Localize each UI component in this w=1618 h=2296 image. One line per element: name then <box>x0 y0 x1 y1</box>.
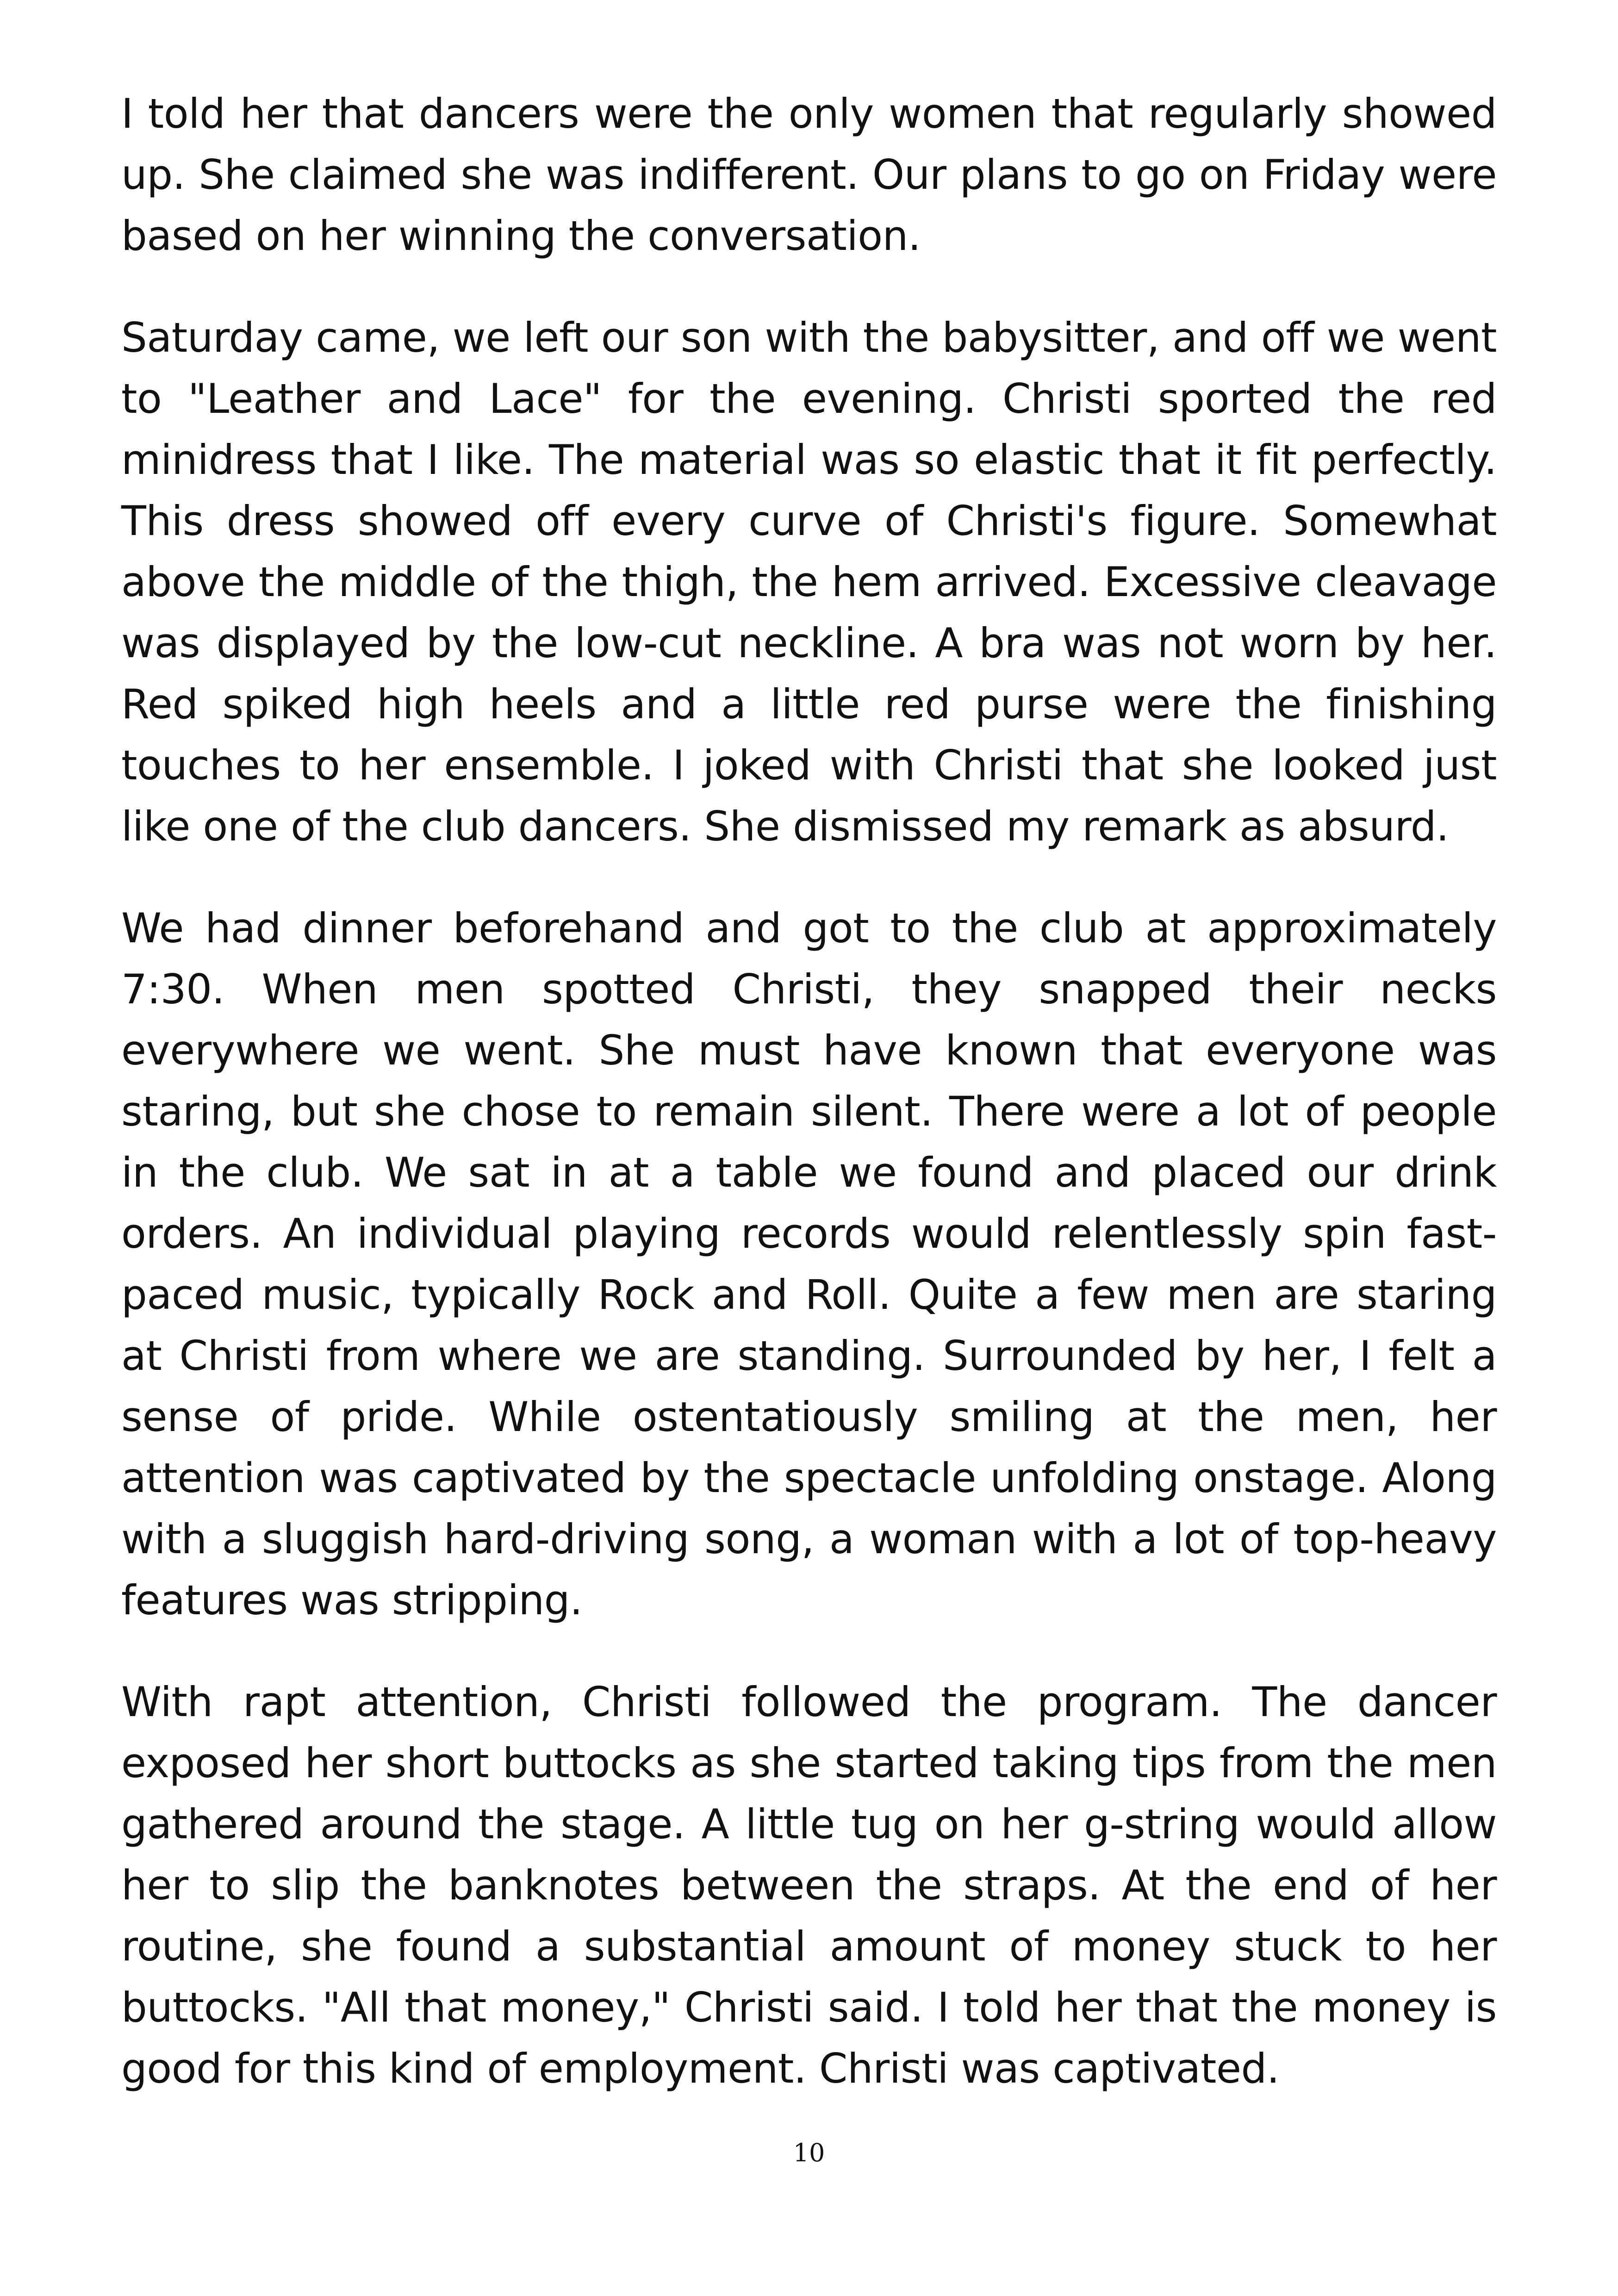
paragraph: We had dinner beforehand and got to the club at approximately 7:30. When men spotted Christi, they snapped their necks everywhere we went. She must have known that everyone was staring, but she chose to remain silent. There were a lot of people in the club. We sat in at a table we found and placed our drink orders. An individual playing records would relentlessly spin fast-paced music, typically Rock and Roll. Quite a few men are staring at Christi from where we are standing. Surrounded by her, I felt a sense of pride. While ostentatiously smiling at the men, her attention was captivated by the spectacle unfolding onstage. Along with a sluggish hard-driving song, a woman with a lot of top-heavy features was stripping. <box>121 904 1497 1624</box>
paragraph: Saturday came, we left our son with the babysitter, and off we went to "Leather and Lace" for the evening. Christi sported the red minidress that I like. The material was so elastic that it fit perfectly. This dress showed off every curve of Christi's figure. Somewhat above the middle of the thigh, the hem arrived. Excessive cleavage was displayed by the low-cut neckline. A bra was not worn by her. Red spiked high heels and a little red purse were the finishing touches to her ensemble. I joked with Christi that she looked just like one of the club dancers. She dismissed my remark as absurd. <box>121 314 1497 850</box>
page-number: 10 <box>793 2138 825 2167</box>
paragraph: With rapt attention, Christi followed the program. The dancer exposed her short buttocks as she started taking tips from the men gathered around the stage. A little tug on her g-string would allow her to slip the banknotes between the straps. At the end of her routine, she found a substantial amount of money stuck to her buttocks. "All that money," Christi said. I told her that the money is good for this kind of employment. Christi was captivated. <box>121 1678 1497 2092</box>
paragraph: I told her that dancers were the only women that regularly showed up. She claimed she was indifferent. Our plans to go on Friday were based on her winning the conversation. <box>121 90 1497 260</box>
page-body <box>121 83 1497 2140</box>
